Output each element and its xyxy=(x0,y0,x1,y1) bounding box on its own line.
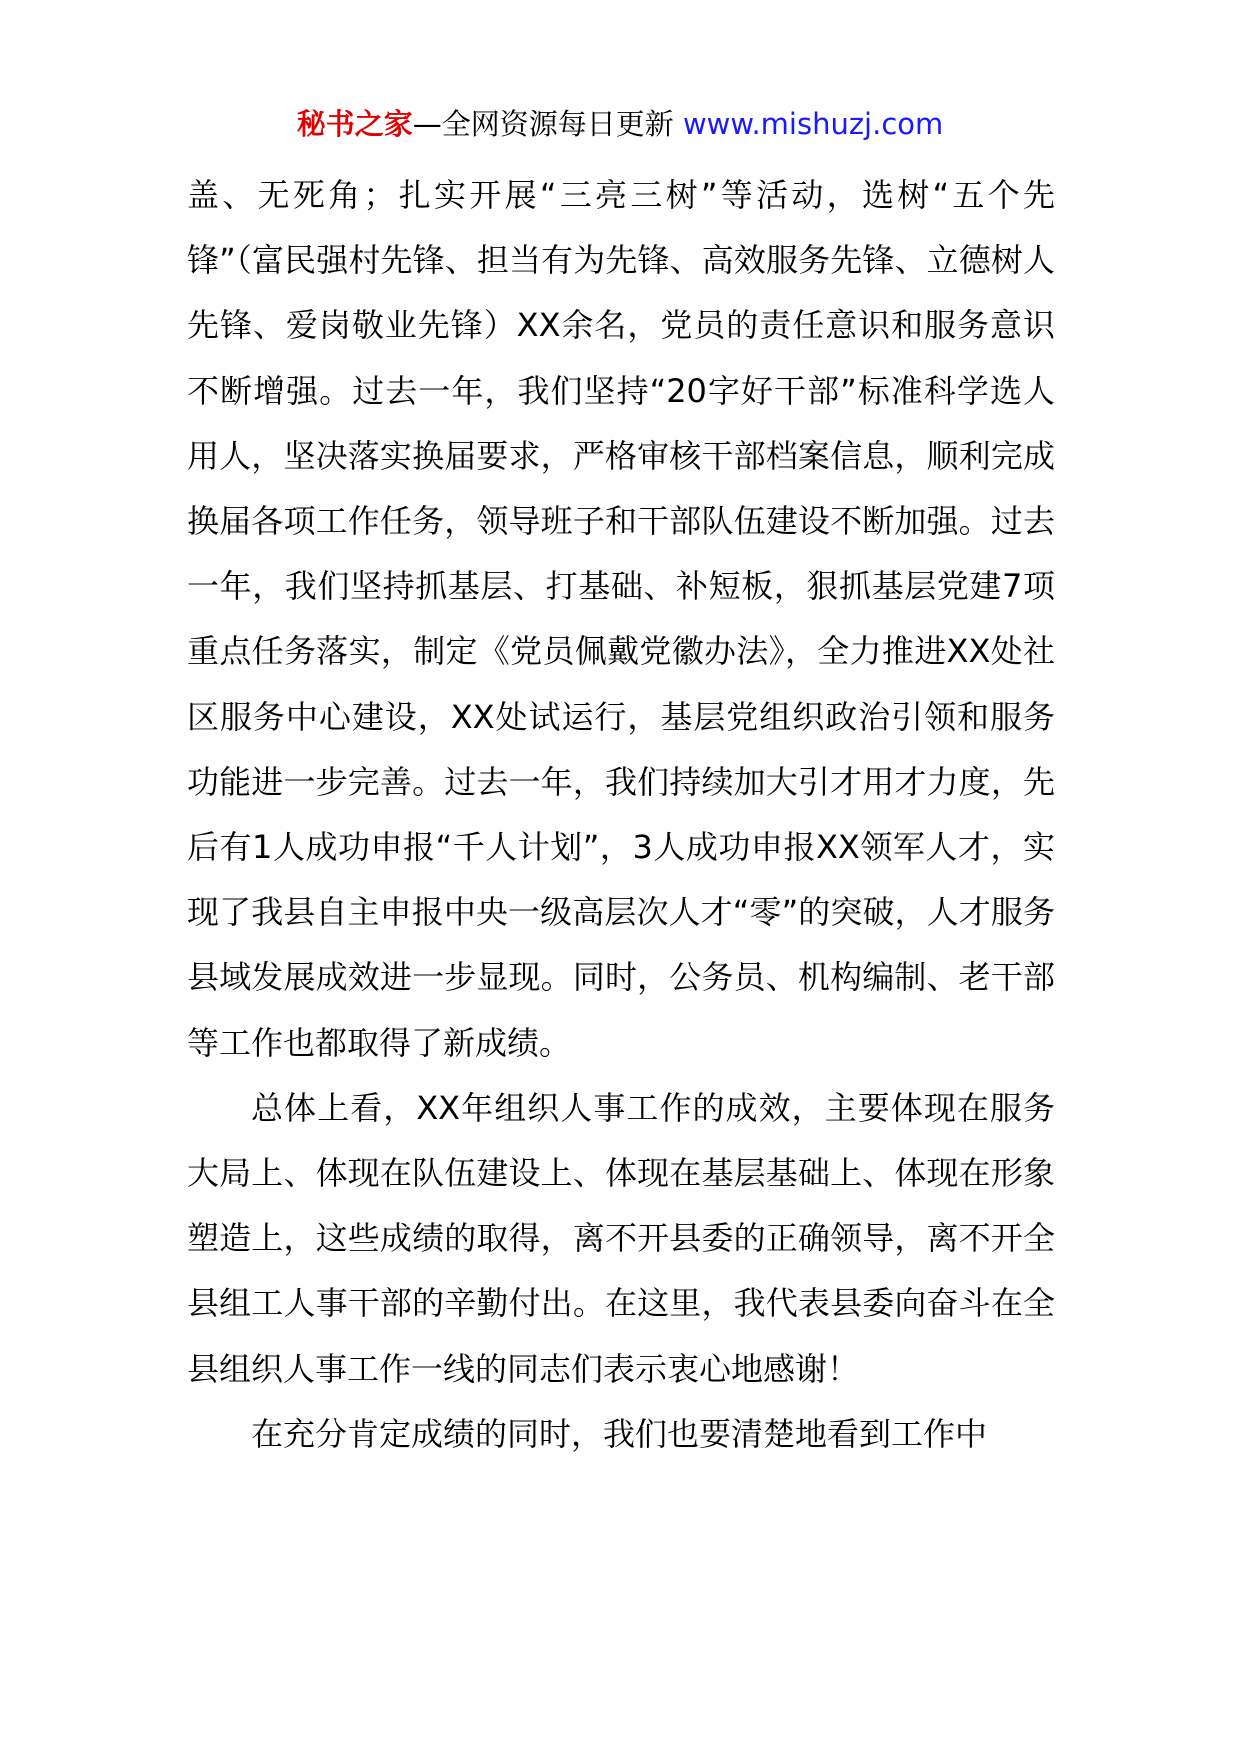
body-paragraph: 盖、无死角；扎实开展“三亮三树”等活动，选树“五个先锋”（富民强村先锋、担当有为先锋、高效服务先锋、立德树人先锋、爱岗敬业先锋）XX余名，党员的责任意识和服务意识不断增强。过去一年，我们坚持“20字好干部”标准科学选人用人，坚决落实换届要求，严格审核干部档案信息，顺利完成换届各项工作任务，领导班子和干部队伍建设不断加强。过去一年，我们坚持抓基层、打基础、补短板，狠抓基层党建7项重点任务落实，制定《党员佩戴党徽办法》，全力推进XX处社区服务中心建设，XX处试运行，基层党组织政治引领和服务功能进一步完善。过去一年，我们持续加大引才用才力度，先后有1人成功申报“千人计划”，3人成功申报XX领军人才，实现了我县自主申报中央一级高层次人才“零”的突破，人才服务县域发展成效进一步显现。同时，公务员、机构编制、老干部等工作也都取得了新成绩。 xyxy=(187,176,1055,1062)
header-url[interactable]: www.mishuzj.com xyxy=(682,107,944,141)
page-header xyxy=(0,100,1240,148)
body-paragraph: 在充分肯定成绩的同时，我们也要清楚地看到工作中 xyxy=(251,1414,988,1453)
header-tagline: —全网资源每日更新 xyxy=(412,107,683,141)
header-brand: 秘书之家 xyxy=(296,107,413,141)
body-paragraph: 总体上看，XX年组织人事工作的成效，主要体现在服务大局上、体现在队伍建设上、体现在基层基础上、体现在形象塑造上，这些成绩的取得，离不开县委的正确领导，离不开全县组工人事干部的辛勤付出。在这里，我代表县委向奋斗在全县组织人事工作一线的同志们表示衷心地感谢！ xyxy=(187,1088,1055,1388)
document-body xyxy=(187,163,1055,1467)
